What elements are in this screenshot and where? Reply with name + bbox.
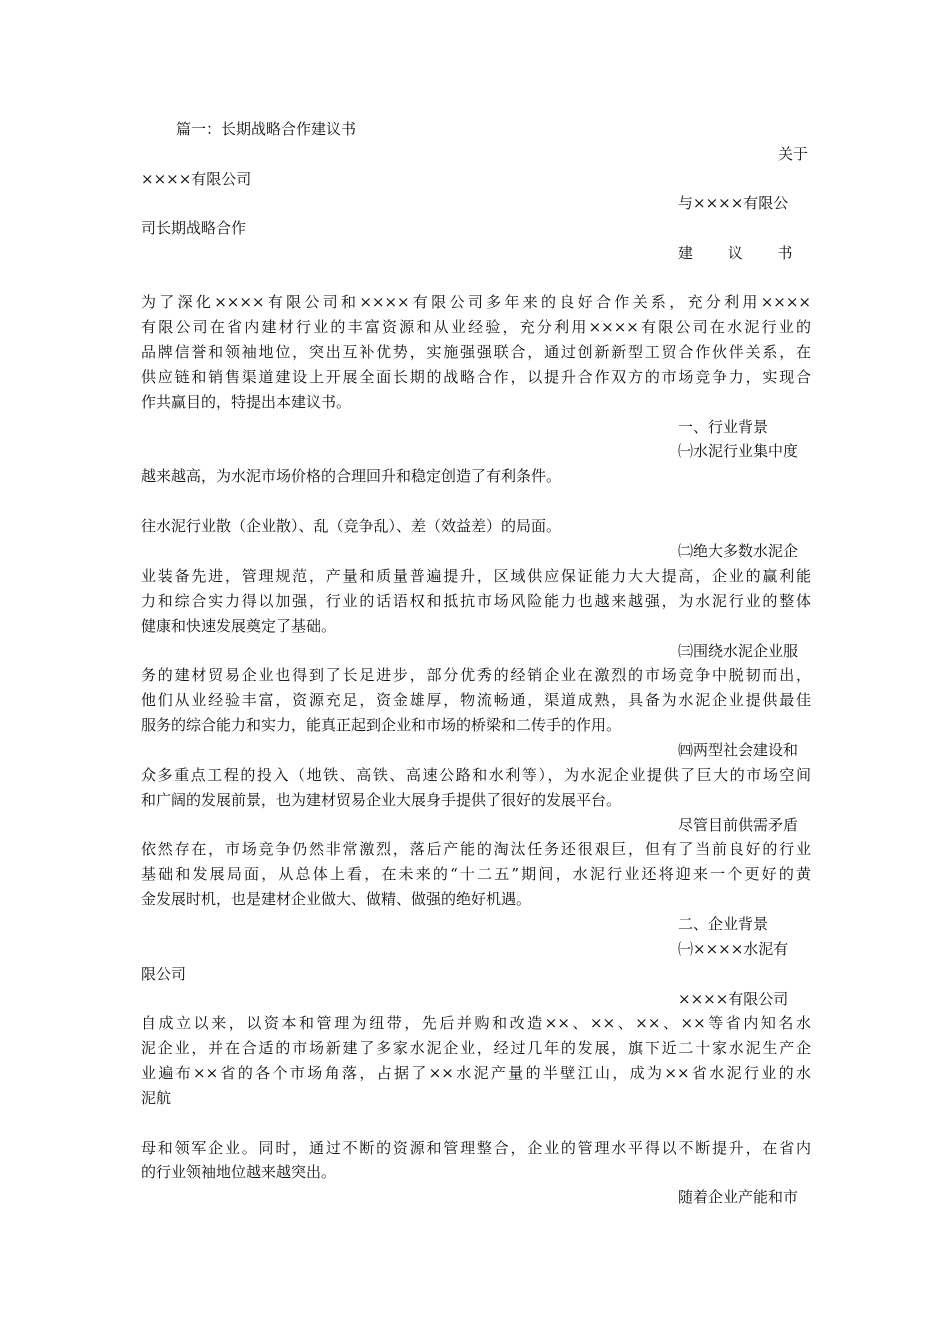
paragraph-3-line: 务的建材贸易企业也得到了长足进步，部分优秀的经销企业在激烈的市场竞争中脱韧而出， <box>141 666 811 684</box>
paragraph-1-head: ㈠水泥行业集中度 <box>678 442 799 460</box>
paragraph-2-line: 健康和快速发展奠定了基础。 <box>141 617 337 635</box>
paragraph-8-line: 母和领军企业。同时，通过不断的资源和管理整合，企业的管理水平得以不断提升，在省内 <box>141 1139 811 1157</box>
paragraph-5-line: 依然存在，市场竞争仍然非常激烈，落后产能的淘汰任务还很艰巨，但有了当前良好的行业 <box>141 840 811 858</box>
intro-line: 供应链和销售渠道建设上开展全面长期的战略合作，以提升合作双方的市场竞争力，实现合 <box>141 368 811 386</box>
paragraph-5-line: 金发展时机，也是建材企业做大、做精、做强的绝好机遇。 <box>141 890 532 908</box>
paragraph-9-head: 随着企业产能和市 <box>678 1188 799 1206</box>
paragraph-6-tail: 限公司 <box>141 965 187 983</box>
section-2-title: 二、企业背景 <box>678 915 769 933</box>
paragraph-1b-line: 往水泥行业散（企业散）、乱（竞争乱）、差（效益差）的局面。 <box>141 517 562 535</box>
paragraph-4-head: ㈣两型社会建设和 <box>678 741 799 759</box>
paragraph-3-line: 服务的综合能力和实力，能真正起到企业和市场的桥梁和二传手的作用。 <box>141 716 622 734</box>
paragraph-7-line: 业遍布××省的各个市场角落，占据了××水泥产量的半壁江山，成为××省水泥行业的水 <box>141 1064 811 1082</box>
heading-line-4: 司长期战略合作 <box>141 219 247 237</box>
paragraph-2-line: 业装备先进，管理规范，产量和质量普遍提升，区域供应保证能力大大提高，企业的赢利能 <box>141 567 811 585</box>
paragraph-7-head: ××××有限公司 <box>678 990 789 1008</box>
document-title: 篇一：长期战略合作建议书 <box>176 120 357 138</box>
section-1-title: 一、行业背景 <box>678 418 769 436</box>
paragraph-3-head: ㈢围绕水泥企业服 <box>678 642 799 660</box>
heading-line-2: ××××有限公司 <box>141 170 252 188</box>
heading-line-1: 关于 <box>778 145 809 163</box>
paragraph-7-line: 泥航 <box>141 1089 172 1107</box>
intro-line: 有限公司在省内建材行业的丰富资源和从业经验，充分利用××××有限公司在水泥行业的 <box>141 318 811 336</box>
paragraph-3-line: 他们从业经验丰富，资源充足，资金雄厚，物流畅通，渠道成熟，具备为水泥企业提供最佳 <box>141 691 811 709</box>
paragraph-5-head: 尽管目前供需矛盾 <box>678 816 799 834</box>
paragraph-1-line: 越来越高，为水泥市场价格的合理回升和稳定创造了有利条件。 <box>141 467 562 485</box>
intro-line: 作共赢目的，特提出本建议书。 <box>141 393 352 411</box>
intro-line: 为了深化××××有限公司和××××有限公司多年来的良好合作关系，充分利用×××× <box>141 293 811 311</box>
heading-line-3: 与××××有限公 <box>678 194 789 212</box>
heading-line-5: 建 议 书 <box>678 244 808 262</box>
paragraph-7-line: 泥企业，并在合适的市场新建了多家水泥企业，经过几年的发展，旗下近二十家水泥生产企 <box>141 1039 811 1057</box>
paragraph-7-line: 自成立以来，以资本和管理为纽带，先后并购和改造××、××、××、××等省内知名水 <box>141 1014 811 1032</box>
intro-line: 品牌信誉和领袖地位，突出互补优势，实施强强联合，通过创新新型工贸合作伙伴关系，在 <box>141 343 811 361</box>
paragraph-4-line: 众多重点工程的投入（地铁、高铁、高速公路和水利等），为水泥企业提供了巨大的市场空间 <box>141 766 811 784</box>
paragraph-4-line: 和广阔的发展前景，也为建材贸易企业大展身手提供了很好的发展平台。 <box>141 791 622 809</box>
paragraph-2-line: 力和综合实力得以加强，行业的话语权和抵抗市场风险能力也越来越强，为水泥行业的整体 <box>141 592 811 610</box>
paragraph-6-head: ㈠××××水泥有 <box>678 940 789 958</box>
paragraph-2-head: ㈡绝大多数水泥企 <box>678 542 799 560</box>
paragraph-5-line: 基础和发展局面，从总体上看，在未来的“十二五”期间，水泥行业还将迎来一个更好的黄 <box>141 865 811 883</box>
paragraph-8-line: 的行业领袖地位越来越突出。 <box>141 1163 337 1181</box>
